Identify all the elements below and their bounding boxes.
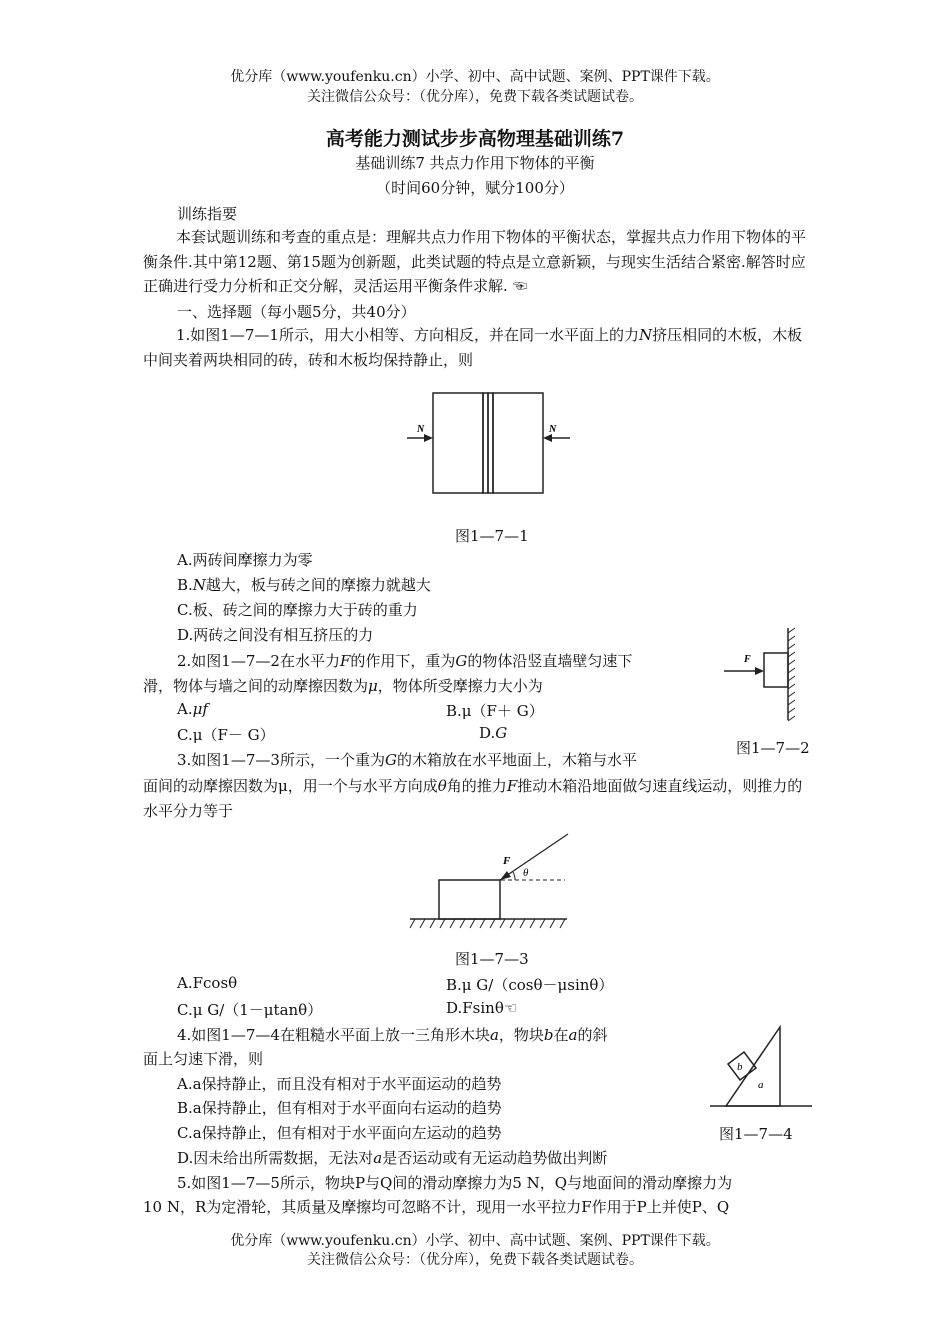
page-footer-line1: 优分库（www.youfenku.cn）小学、初中、高中试题、案例、PPT课件下载。 [230,1233,720,1249]
question-3-stem-rest: 面间的动摩擦因数为μ，用一个与水平方向成θ角的推力F推动木箱沿地面做匀速直线运动，则推力的水平分力等于 [143,777,803,820]
figure-1-7-4 [706,1022,816,1114]
q3-option-d: D.Fsinθ☜ [446,999,518,1017]
question-5-line2: 10 N，R为定滑轮，其质量及摩擦均可忽略不计，现用一水平拉力F作用于P上并使P、Q [143,1198,730,1216]
board-left [433,393,483,493]
q4-option-b: B.a保持静止，但有相对于水平面向右运动的趋势 [177,1099,502,1117]
page-subtitle: 基础训练7 共点力作用下物体的平衡 [355,154,595,172]
q2-option-c: C.μ（F－ G） [177,726,275,744]
angle-label: θ [523,867,529,879]
q2-option-d: D.G [479,724,508,742]
q1-option-b: B.N越大，板与砖之间的摩擦力就越大 [177,576,431,594]
crate [439,880,500,919]
figure-caption-4: 图1—7—4 [719,1125,793,1143]
page-header-line1: 优分库（www.youfenku.cn）小学、初中、高中试题、案例、PPT课件下载。 [230,69,720,85]
guide-heading: 训练指要 [177,205,238,223]
force-label-right: N [549,424,557,435]
page-title: 高考能力测试步步高物理基础训练7 [325,128,625,150]
q1-option-d: D.两砖之间没有相互挤压的力 [177,626,374,644]
question-1-stem: 1.如图1—7—1所示，用大小相等、方向相反，并在同一水平面上的力N挤压相同的木板，木板中间夹着两块相同的砖，砖和木板均保持静止，则 [143,326,803,369]
q4-option-c: C.a保持静止，但有相对于水平面向左运动的趋势 [177,1124,502,1142]
question-2-stem-line1: 2.如图1—7—2在水平力F的作用下，重为G的物体沿竖直墙壁匀速下 [177,652,633,670]
q1-option-a: A.两砖间摩擦力为零 [177,551,313,569]
question-4-stem-line1: 4.如图1—7—4在粗糙水平面上放一三角形木块a，物块b在a的斜 [177,1026,608,1044]
board-right [493,393,543,493]
figure-caption-3: 图1—7—3 [455,950,529,968]
question-5-line1: 5.如图1—7—5所示，物块P与Q间的滑动摩擦力为5 N，Q与地面间的滑动摩擦力为 [177,1174,733,1192]
figure-caption-1: 图1—7—1 [455,527,529,545]
force-label: F [503,855,511,867]
page-footer-line2: 关注微信公众号：（优分库），免费下载各类试题试卷。 [307,1252,643,1268]
time-note: （时间60分钟，赋分100分） [376,179,574,197]
figure-1-7-2 [722,625,802,725]
question-4-stem-line2: 面上匀速下滑，则 [143,1050,264,1068]
hand-icon: ☜ [503,999,518,1017]
figure-1-7-1 [405,388,575,498]
q2-option-b: B.μ（F＋ G） [446,702,544,720]
q1-option-c: C.板、砖之间的摩擦力大于砖的重力 [177,601,418,619]
figure-1-7-3 [405,828,585,938]
q3-option-b: B.μ G/（cosθ－μsinθ） [446,976,614,994]
block [764,653,788,687]
q3-option-c: C.μ G/（1－μtanθ） [177,1001,323,1019]
q4-option-a: A.a保持静止，而且没有相对于水平面运动的趋势 [177,1075,502,1093]
page-header-line2: 关注微信公众号：（优分库），免费下载各类试题试卷。 [307,89,643,105]
q2-option-a: A.μf [177,700,208,718]
wedge-a [726,1027,780,1106]
guide-text: 本套试题训练和考查的重点是：理解共点力作用下物体的平衡状态，掌握共点力作用下物体的平衡条件.其中第12题、第15题为创新题，此类试题的特点是立意新颖，与现实生活结合紧密.解答时应正确进行受力分析和正交分解，灵活运用平衡条件求解. ☜ [143,228,807,295]
force-label-left: N [417,424,425,435]
section-heading: 一、选择题（每小题5分，共40分） [177,303,416,321]
block-label: b [737,1061,743,1073]
figure-caption-2: 图1—7—2 [736,739,810,757]
q3-option-a: A.Fcosθ [177,974,238,992]
hand-icon: ☜ [507,277,528,295]
question-3-stem-line1: 3.如图1—7—3所示，一个重为G的木箱放在水平地面上，木箱与水平 [177,751,637,769]
q4-option-d: D.因未给出所需数据，无法对a是否运动或有无运动趋势做出判断 [177,1149,608,1167]
wedge-label: a [758,1079,764,1091]
force-label: F [744,654,751,665]
question-2-stem-line2: 滑，物体与墙之间的动摩擦因数为μ，物体所受摩擦力大小为 [143,677,543,695]
